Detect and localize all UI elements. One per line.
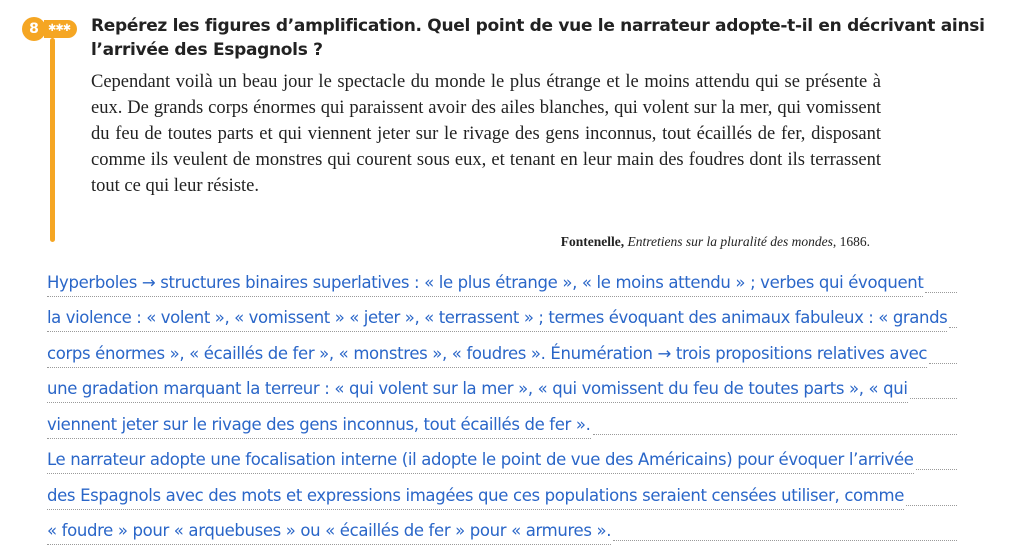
answer-line: corps énormes », « écaillés de fer », « monstres », « foudres ». Énumération → trois propositions relatives avec bbox=[47, 334, 957, 370]
dotted-rule bbox=[916, 469, 957, 470]
dotted-rule bbox=[925, 292, 957, 293]
answer-block bbox=[47, 263, 957, 547]
source-work: Entretiens sur la pluralité des mondes bbox=[627, 234, 833, 249]
answer-line: viennent jeter sur le rivage des gens inconnus, tout écaillés de fer ». bbox=[47, 405, 957, 441]
source-author: Fontenelle, bbox=[560, 234, 625, 249]
question-line-1: Repérez les figures d’amplification. Quel point de vue le narrateur adopte-t-il en décrivant ainsi bbox=[91, 16, 985, 36]
difficulty-stars-icon: ✱✱✱ bbox=[44, 20, 77, 38]
quoted-passage: Cependant voilà un beau jour le spectacle du monde le plus étrange et le moins attendu qui se présente à eux. De grands corps énormes qui paraissent avoir des ailes blanches, qui volent sur la mer, qui vomissent du feu de toutes parts et qui viennent jeter sur le rivage des gens inconnus, tout écaillés de fer, disposant comme ils veulent de monstres qui courent sous eux, et tenant en leur main des foudres dont ils terrassent tout ce qui leur résiste. bbox=[91, 72, 881, 196]
dotted-rule bbox=[910, 398, 957, 399]
answer-line: Le narrateur adopte une focalisation interne (il adopte le point de vue des Américains) pour évoquer l’arrivée bbox=[47, 441, 957, 477]
answer-line: « foudre » pour « arquebuses » ou « écaillés de fer » pour « armures ». bbox=[47, 512, 957, 548]
dotted-rule bbox=[906, 505, 957, 506]
answer-line: des Espagnols avec des mots et expressions imagées que ces populations seraient censées utiliser, comme bbox=[47, 476, 957, 512]
dotted-rule bbox=[949, 327, 957, 328]
accent-bar bbox=[50, 38, 55, 242]
dotted-rule bbox=[613, 540, 957, 541]
source-year: , 1686. bbox=[832, 234, 870, 249]
passage-source bbox=[561, 234, 870, 250]
answer-line: une gradation marquant la terreur : « qui volent sur la mer », « qui vomissent du feu de toutes parts », « qui bbox=[47, 370, 957, 406]
dotted-rule bbox=[593, 434, 957, 435]
dotted-rule bbox=[929, 363, 957, 364]
question-line-2: l’arrivée des Espagnols ? bbox=[91, 40, 323, 60]
exercise-question bbox=[91, 14, 991, 62]
answer-line: la violence : « volent », « vomissent » « jeter », « terrassent » ; termes évoquant des animaux fabuleux : « grands bbox=[47, 299, 957, 335]
answer-line: Hyperboles → structures binaires superlatives : « le plus étrange », « le moins attendu » ; verbes qui évoquent bbox=[47, 263, 957, 299]
exercise-number-badge: 8 bbox=[22, 17, 46, 41]
